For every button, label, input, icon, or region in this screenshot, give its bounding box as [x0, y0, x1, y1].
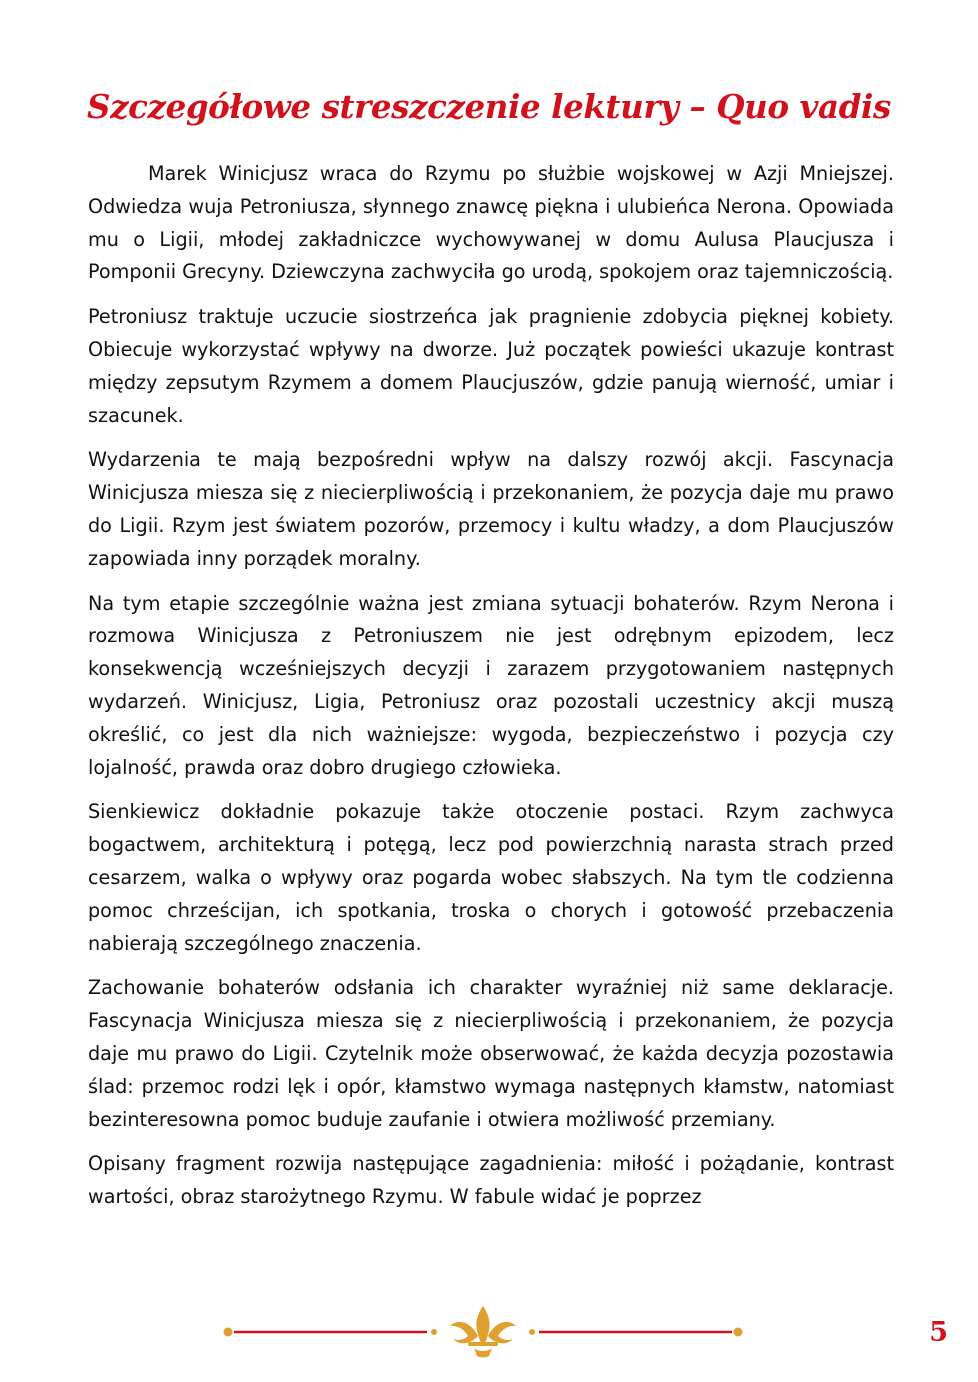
- paragraph: Wydarzenia te mają bezpośredni wpływ na dalszy rozwój akcji. Fascynacja Winicjusza miesza się z niecierpliwością i przekonaniem, że pozycja daje mu prawo do Ligii. Rzym jest światem pozorów, przemocy i kultu władzy, a dom Plaucjuszów zapowiada inny porządek moralny.: [88, 448, 894, 570]
- paragraph: Na tym etapie szczególnie ważna jest zmiana sytuacji bohaterów. Rzym Nerona i rozmowa Winicjusza z Petroniuszem nie jest odrębnym epizodem, lecz konsekwencją wcześniejszych decyzji i zarazem przygotowaniem następnych wydarzeń. Winicjusz, Ligia, Petroniusz oraz pozostali uczestnicy akcji muszą określić, co jest dla nich ważniejsze: wygoda, bezpieczeństwo i pozycja czy lojalność, prawda oraz dobro drugiego człowieka.: [88, 591, 894, 779]
- paragraph: Opisany fragment rozwija następujące zagadnienia: miłość i pożądanie, kontrast wartości, obraz starożytnego Rzymu. W fabule widać je poprzez: [88, 1152, 894, 1209]
- paragraph: Sienkiewicz dokładnie pokazuje także otoczenie postaci. Rzym zachwyca bogactwem, architekturą i potęgą, lecz pod powierzchnią narasta strach przed cesarzem, walka o wpływy oraz pogarda wobec słabszych. Na tym tle codzienna pomoc chrześcijan, ich spotkania, troska o chorych i gotowość przebaczenia nabierają szczególnego znaczenia.: [88, 800, 894, 955]
- body-text: [88, 158, 894, 1226]
- page-title: Szczegółowe streszczenie lektury – Quo vadis: [87, 87, 891, 126]
- paragraph: Petroniusz traktuje uczucie siostrzeńca jak pragnienie zdobycia pięknej kobiety. Obiecuje wykorzystać wpływy na dworze. Już początek powieści ukazuje kontrast między zepsutym Rzymem a domem Plaucjuszów, gdzie panują wierność, umiar i szacunek.: [88, 305, 894, 427]
- page-number: 5: [929, 1317, 948, 1348]
- paragraph: Zachowanie bohaterów odsłania ich charakter wyraźniej niż same deklaracje. Fascynacja Winicjusza miesza się z niecierpliwością i przekonaniem, że pozycja daje mu prawo do Ligii. Czytelnik może obserwować, że każda decyzja pozostawia ślad: przemoc rodzi lęk i opór, kłamstwo wymaga następnych kłamstw, natomiast bezinteresowna pomoc buduje zaufanie i otwiera możliwość przemiany.: [88, 976, 894, 1131]
- paragraph: Marek Winicjusz wraca do Rzymu po służbie wojskowej w Azji Mniejszej. Odwiedza wuja Petroniusza, słynnego znawcę piękna i ulubieńca Nerona. Opowiada mu o Ligii, młodej zakładniczce wychowywanej w domu Aulusa Plaucjusza i Pomponii Grecyny. Dziewczyna zachwyciła go urodą, spokojem oraz tajemniczością.: [88, 162, 894, 284]
- fleur-de-lis-divider-icon: [222, 1300, 744, 1364]
